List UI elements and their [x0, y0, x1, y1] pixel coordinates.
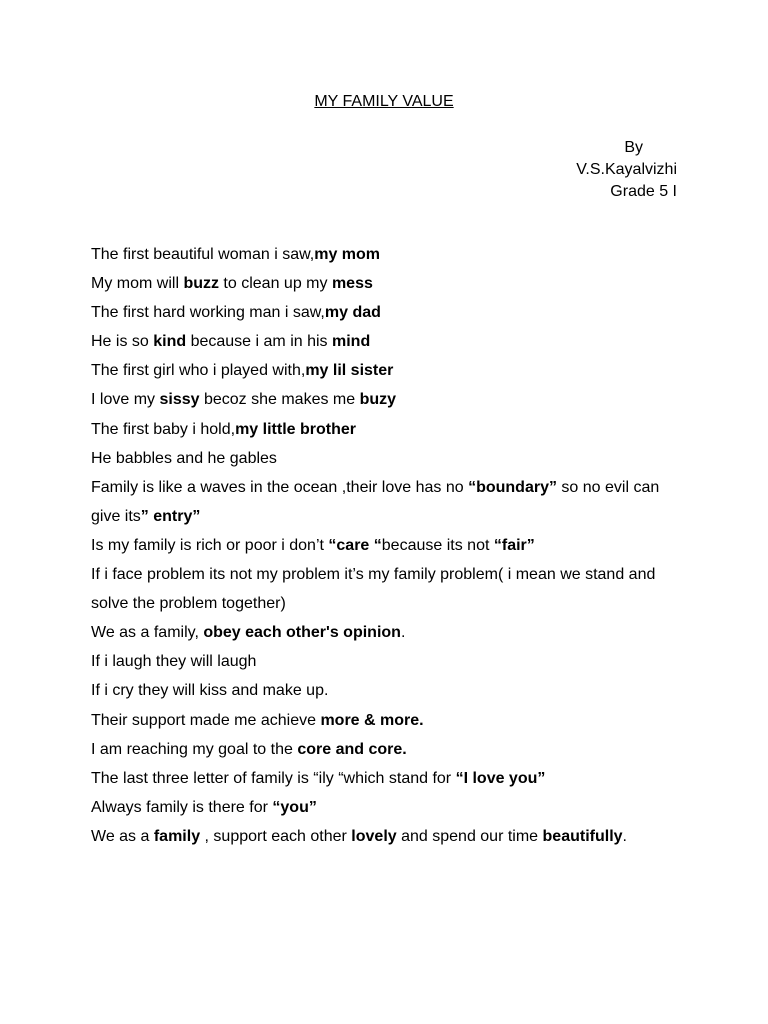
bold-text-run: ” entry”: [140, 507, 201, 525]
poem-line: [91, 647, 691, 676]
poem-line: [91, 822, 691, 851]
text-run: Family is like a waves in the ocean ,their love has no: [91, 478, 469, 496]
bold-text-run: my mom: [314, 246, 381, 263]
poem-line: [91, 356, 691, 385]
text-run: The first baby i hold,: [91, 420, 236, 438]
text-run: .: [400, 624, 406, 642]
bold-text-run: “I love you”: [455, 769, 546, 787]
text-run: because its not: [381, 536, 494, 554]
text-run: Always family is there for: [91, 798, 273, 816]
poem-line: [91, 764, 691, 793]
text-run: He is so: [91, 333, 154, 351]
poem-line: [91, 327, 691, 356]
bold-text-run: kind: [153, 333, 187, 351]
bold-text-run: sissy: [159, 391, 200, 409]
bold-text-run: family: [153, 827, 201, 845]
byline-by: By: [624, 139, 643, 156]
poem-line: [91, 706, 691, 735]
text-run: solve the problem together): [91, 595, 286, 613]
text-run: and spend our time: [396, 827, 543, 845]
poem-line: [91, 298, 691, 327]
text-run: becoz she makes me: [199, 391, 360, 409]
poem-line: [91, 473, 691, 502]
poem-body: [91, 240, 691, 851]
text-run: Is my family is rich or poor i don’t: [91, 536, 329, 554]
bold-text-run: my lil sister: [305, 362, 394, 380]
bold-text-run: lovely: [351, 827, 397, 845]
bold-text-run: beautifully: [542, 827, 623, 845]
bold-text-run: buzz: [183, 275, 219, 293]
poem-line: [91, 589, 691, 618]
bold-text-run: mind: [332, 333, 371, 351]
poem-line: [91, 385, 691, 414]
text-run: If i laugh they will laugh: [91, 653, 257, 671]
text-run: The first girl who i played with,: [91, 362, 306, 380]
poem-line: [91, 560, 691, 589]
poem-line: [91, 793, 691, 822]
text-run: If i face problem its not my problem it’s my family problem( i mean we stand and: [91, 566, 656, 584]
poem-line: [91, 415, 691, 444]
text-run: The first hard working man i saw,: [91, 304, 325, 322]
poem-line: [91, 502, 691, 531]
text-run: We as a family,: [91, 624, 204, 642]
bold-text-run: “care “: [328, 536, 382, 554]
text-run: My mom will: [91, 275, 184, 293]
byline-author: V.S.Kayalvizhi: [576, 161, 677, 178]
text-run: I love my: [91, 391, 160, 409]
bold-text-run: buzy: [359, 391, 397, 409]
text-run: I am reaching my goal to the: [91, 740, 298, 758]
text-run: because i am in his: [186, 333, 332, 351]
bold-text-run: “boundary”: [468, 478, 557, 496]
poem-line: [91, 444, 691, 473]
poem-line: [91, 735, 691, 764]
text-run: Their support made me achieve: [91, 711, 321, 729]
bold-text-run: “fair”: [493, 536, 535, 554]
poem-line: [91, 676, 691, 705]
poem-line: [91, 618, 691, 647]
document-title: MY FAMILY VALUE: [314, 93, 454, 110]
bold-text-run: core and core.: [297, 740, 407, 758]
text-run: If i cry they will kiss and make up.: [91, 682, 329, 700]
bold-text-run: my dad: [324, 304, 381, 322]
text-run: to clean up my: [218, 275, 332, 293]
text-run: He babbles and he gables: [91, 449, 277, 467]
text-run: give its: [91, 507, 141, 525]
bold-text-run: “you”: [272, 798, 317, 816]
poem-line: [91, 531, 691, 560]
text-run: The last three letter of family is “ily “which stand for: [91, 769, 456, 787]
text-run: We as a: [91, 827, 154, 845]
text-run: so no evil can: [556, 478, 660, 496]
bold-text-run: my little brother: [235, 420, 356, 438]
poem-line: [91, 240, 691, 269]
bold-text-run: more & more.: [320, 711, 424, 729]
text-run: , support each other: [200, 827, 352, 845]
text-run: .: [622, 827, 627, 845]
bold-text-run: mess: [331, 275, 373, 293]
byline: [576, 137, 677, 203]
poem-line: [91, 269, 691, 298]
bold-text-run: obey each other's opinion: [203, 624, 401, 642]
byline-grade: Grade 5 I: [610, 183, 677, 200]
text-run: The first beautiful woman i saw,: [91, 246, 315, 263]
